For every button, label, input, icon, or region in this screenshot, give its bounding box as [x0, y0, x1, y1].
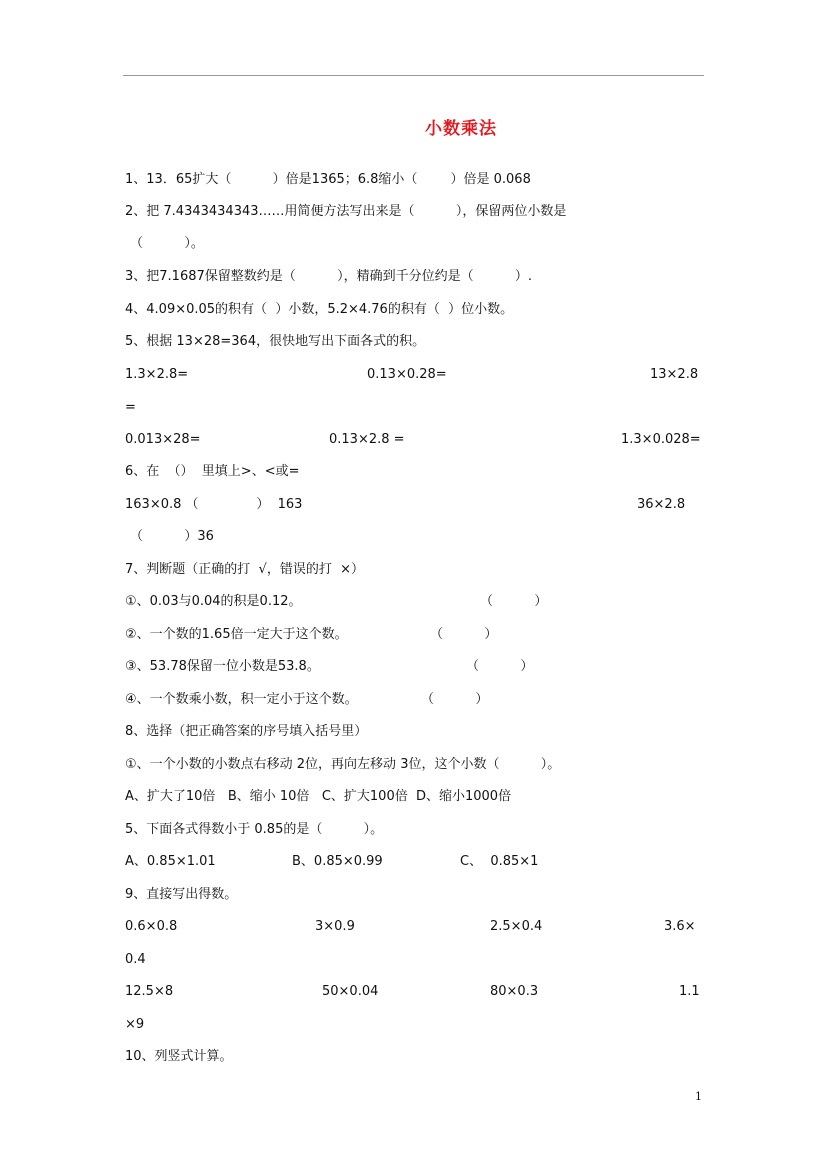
- q9-expr-4: 3.6×: [664, 919, 696, 934]
- question-6: 6、在 （） 里填上>、<或=: [125, 464, 300, 479]
- q9-expr-8: 1.1: [679, 984, 700, 999]
- q9-expr-1: 0.6×0.8: [125, 919, 178, 934]
- page-title: 小数乘法: [425, 119, 497, 139]
- q6-compare-2: 36×2.8: [637, 497, 686, 512]
- q7-item-2: ②、一个数的1.65倍一定大于这个数。: [125, 627, 348, 642]
- q9-expr-2: 3×0.9: [315, 919, 355, 934]
- q8-item-1: ①、一个小数的小数点右移动 2位，再向左移动 3位，这个小数（ ）。: [125, 757, 561, 772]
- q5-expr-2: 0.13×0.28=: [367, 367, 447, 382]
- question-3: 3、把7.1687保留整数约是（ ），精确到千分位约是（ ）.: [125, 269, 533, 284]
- question-1: 1、13．65扩大（ ）倍是1365；6.8缩小（ ）倍是 0.068: [125, 172, 531, 187]
- q9-expr-4-cont: 0.4: [125, 952, 146, 967]
- q6-compare-2-cont: （ ）36: [130, 529, 214, 544]
- q7-item-2-bracket: （ ）: [430, 627, 498, 642]
- q5-expr-3: 13×2.8: [650, 367, 699, 382]
- question-8: 8、选择（把正确答案的序号填入括号里）: [125, 724, 368, 739]
- q8-item-5: 5、下面各式得数小于 0.85的是（ ）。: [125, 822, 384, 837]
- question-10: 10、列竖式计算。: [125, 1049, 233, 1064]
- q8-option-b: B、0.85×0.99: [292, 854, 383, 869]
- question-9: 9、直接写出得数。: [125, 887, 238, 902]
- q7-item-1: ①、0.03与0.04的积是0.12。: [125, 594, 302, 609]
- q8-option-c: C、 0.85×1: [460, 854, 539, 869]
- q9-expr-6: 50×0.04: [322, 984, 379, 999]
- q9-expr-8-cont: ×9: [125, 1017, 145, 1032]
- q7-item-4: ④、一个数乘小数，积一定小于这个数。: [125, 692, 358, 707]
- q7-item-3: ③、53.78保留一位小数是53.8。: [125, 659, 320, 674]
- question-5: 5、根据 13×28=364，很快地写出下面各式的积。: [125, 334, 426, 349]
- q6-compare-1: 163×0.8 （ ） 163: [125, 497, 303, 512]
- question-7: 7、判断题（正确的打 √，错误的打 ×）: [125, 562, 364, 577]
- q7-item-4-bracket: （ ）: [421, 692, 489, 707]
- q9-expr-3: 2.5×0.4: [490, 919, 543, 934]
- q8-item-1-options: A、扩大了10倍 B、缩小 10倍 C、扩大100倍 D、缩小1000倍: [125, 789, 512, 804]
- question-2: 2、把 7.4343434343……用简便方法写出来是（ ），保留两位小数是: [125, 204, 567, 219]
- q5-expr-1: 1.3×2.8=: [125, 367, 189, 382]
- q7-item-3-bracket: （ ）: [466, 659, 534, 674]
- question-2-cont: （ ）。: [130, 236, 204, 251]
- q7-item-1-bracket: （ ）: [480, 594, 548, 609]
- q5-expr-6: 1.3×0.028=: [621, 432, 701, 447]
- q5-expr-3-cont: =: [125, 400, 136, 415]
- q5-expr-4: 0.013×28=: [125, 432, 201, 447]
- q8-option-a: A、0.85×1.01: [125, 854, 216, 869]
- q9-expr-5: 12.5×8: [125, 984, 174, 999]
- header-rule: [123, 75, 704, 76]
- question-4: 4、4.09×0.05的积有（ ）小数，5.2×4.76的积有（ ）位小数。: [125, 302, 514, 317]
- q9-expr-7: 80×0.3: [490, 984, 539, 999]
- q5-expr-5: 0.13×2.8 =: [329, 432, 405, 447]
- page-number: 1: [695, 1090, 702, 1103]
